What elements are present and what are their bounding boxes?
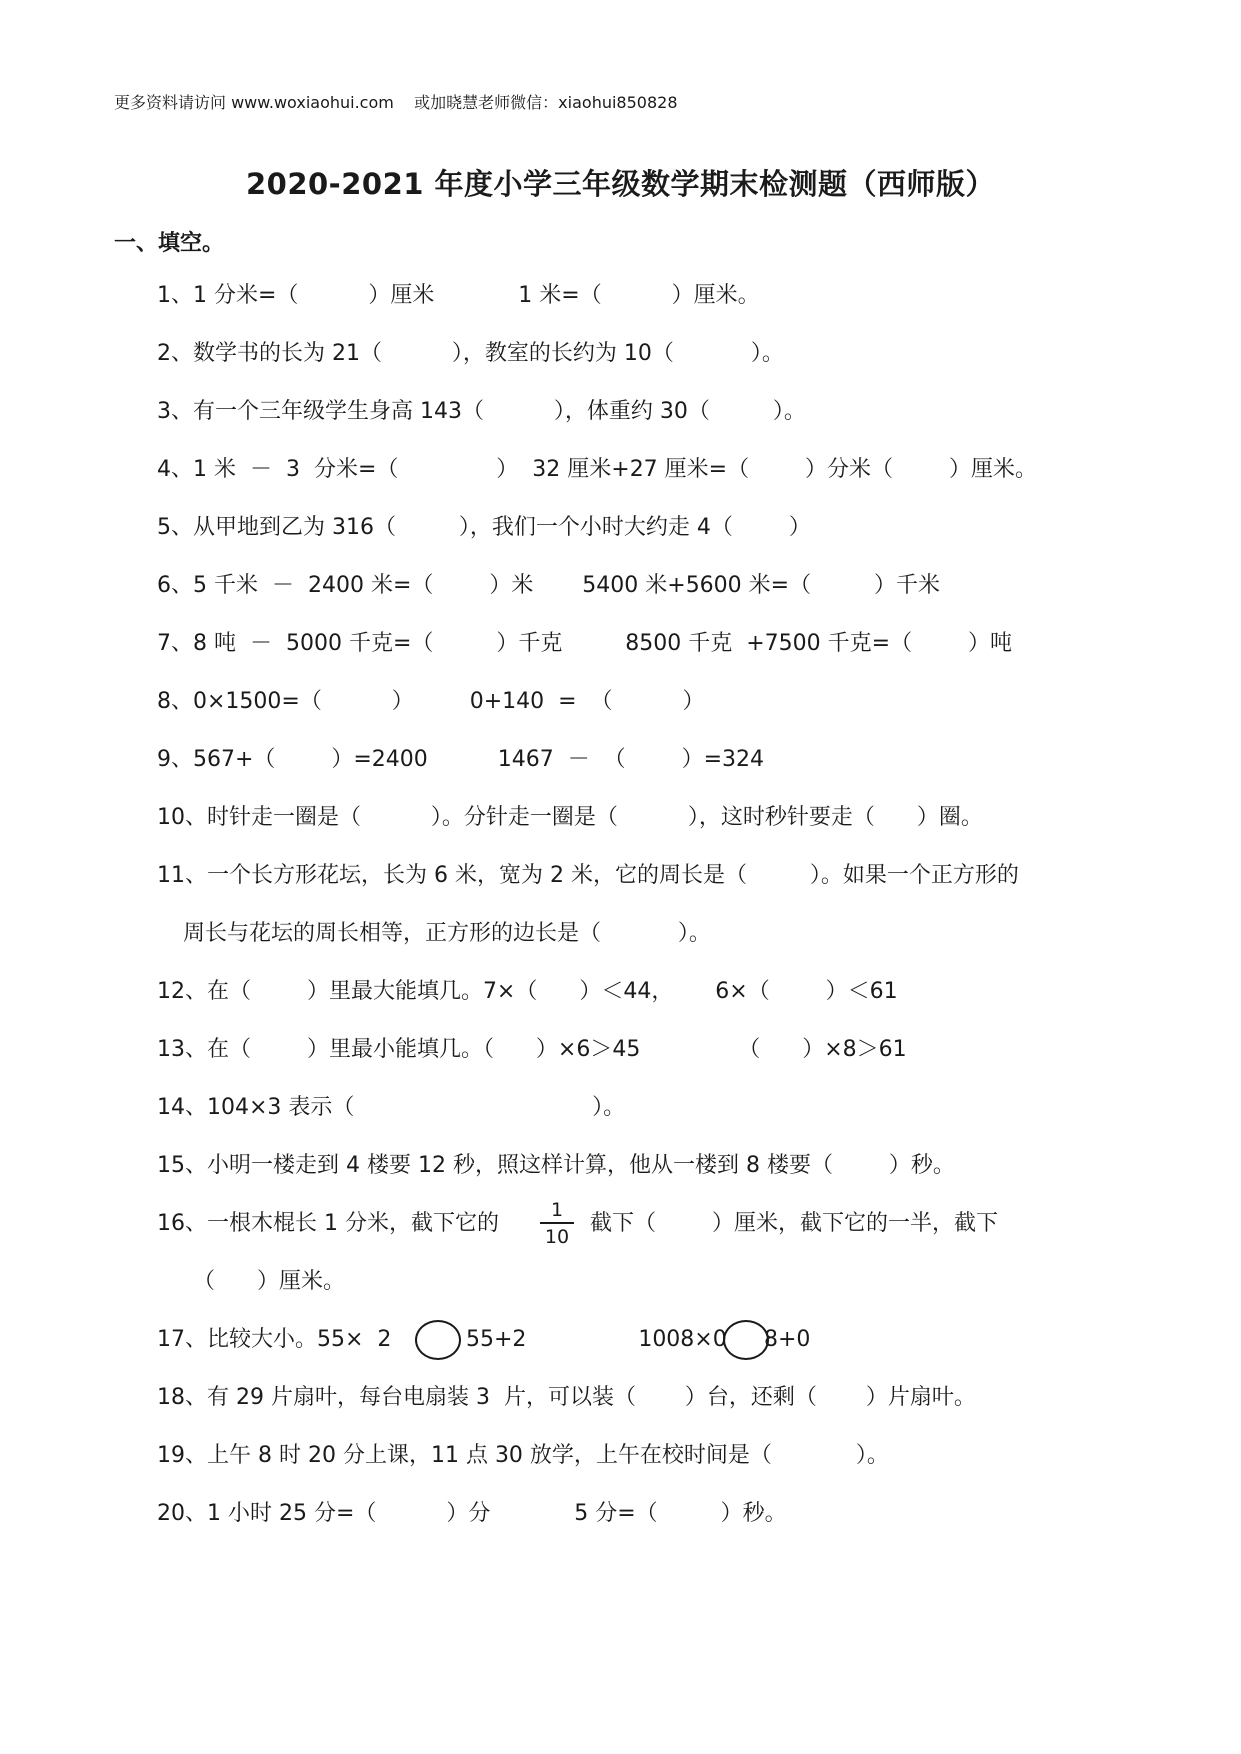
- compare-circle-2[interactable]: [723, 1320, 769, 1360]
- question-12: 12、在（ ）里最大能填几。7×（ ）＜44， 6×（ ）＜61: [157, 979, 898, 1004]
- section-heading: 一、填空。: [114, 231, 225, 256]
- fraction-bar: [540, 1222, 574, 1224]
- question-17-start: 17、比较大小。55× 2: [157, 1327, 392, 1352]
- page-title: 2020-2021 年度小学三年级数学期末检测题（西师版）: [245, 167, 996, 201]
- question-8: 8、0×1500=（ ） 0+140 = （ ）: [157, 689, 705, 714]
- question-17-end: 8+0: [764, 1327, 811, 1352]
- question-3: 3、有一个三年级学生身高 143（ ），体重约 30（ ）。: [157, 399, 806, 424]
- question-4: 4、1 米 － 3 分米=（ ） 32 厘米+27 厘米=（ ）分米（ ）厘米。: [157, 457, 1038, 482]
- question-16-line1-end: 截下（ ）厘米，截下它的一半，截下: [590, 1211, 998, 1236]
- fraction-numerator: 1: [550, 1199, 564, 1221]
- question-15: 15、小明一楼走到 4 楼要 12 秒，照这样计算，他从一楼到 8 楼要（ ）秒。: [157, 1153, 955, 1178]
- question-16-line1-start: 16、一根木棍长 1 分米，截下它的: [157, 1211, 499, 1236]
- question-18: 18、有 29 片扇叶，每台电扇装 3 片，可以装（ ）台，还剩（ ）片扇叶。: [157, 1385, 976, 1410]
- question-1: 1、1 分米=（ ）厘米 1 米=（ ）厘米。: [157, 283, 760, 308]
- fraction-denominator: 10: [544, 1226, 570, 1248]
- question-19: 19、上午 8 时 20 分上课，11 点 30 放学，上午在校时间是（ ）。: [157, 1443, 889, 1468]
- page-header: 更多资料请访问 www.woxiaohui.com 或加晓慧老师微信：xiaohui850828: [114, 93, 678, 112]
- question-13: 13、在（ ）里最小能填几。（ ）×6＞45 （ ）×8＞61: [157, 1037, 907, 1062]
- question-6: 6、5 千米 － 2400 米=（ ）米 5400 米+5600 米=（ ）千米: [157, 573, 941, 598]
- compare-circle-1[interactable]: [415, 1320, 461, 1360]
- question-9: 9、567+（ ）=2400 1467 － （ ）=324: [157, 747, 765, 772]
- question-11-line2: 周长与花坛的周长相等，正方形的边长是（ ）。: [183, 921, 711, 946]
- question-20: 20、1 小时 25 分=（ ）分 5 分=（ ）秒。: [157, 1501, 787, 1526]
- fraction-one-tenth: [540, 1200, 574, 1247]
- question-14: 14、104×3 表示（ ）。: [157, 1095, 626, 1120]
- question-11-line1: 11、一个长方形花坛，长为 6 米，宽为 2 米，它的周长是（ ）。如果一个正方形的: [157, 863, 1019, 888]
- question-10: 10、时针走一圈是（ ）。分针走一圈是（ ），这时秒针要走（ ）圈。: [157, 805, 983, 830]
- question-16-line2: （ ）厘米。: [193, 1269, 345, 1294]
- question-2: 2、数学书的长为 21（ ），教室的长约为 10（ ）。: [157, 341, 784, 366]
- question-5: 5、从甲地到乙为 316（ ），我们一个小时大约走 4（ ）: [157, 515, 811, 540]
- question-17-middle: 55+2 1008×0: [466, 1327, 727, 1352]
- question-7: 7、8 吨 － 5000 千克=（ ）千克 8500 千克 +7500 千克=（ ）吨: [157, 631, 1013, 656]
